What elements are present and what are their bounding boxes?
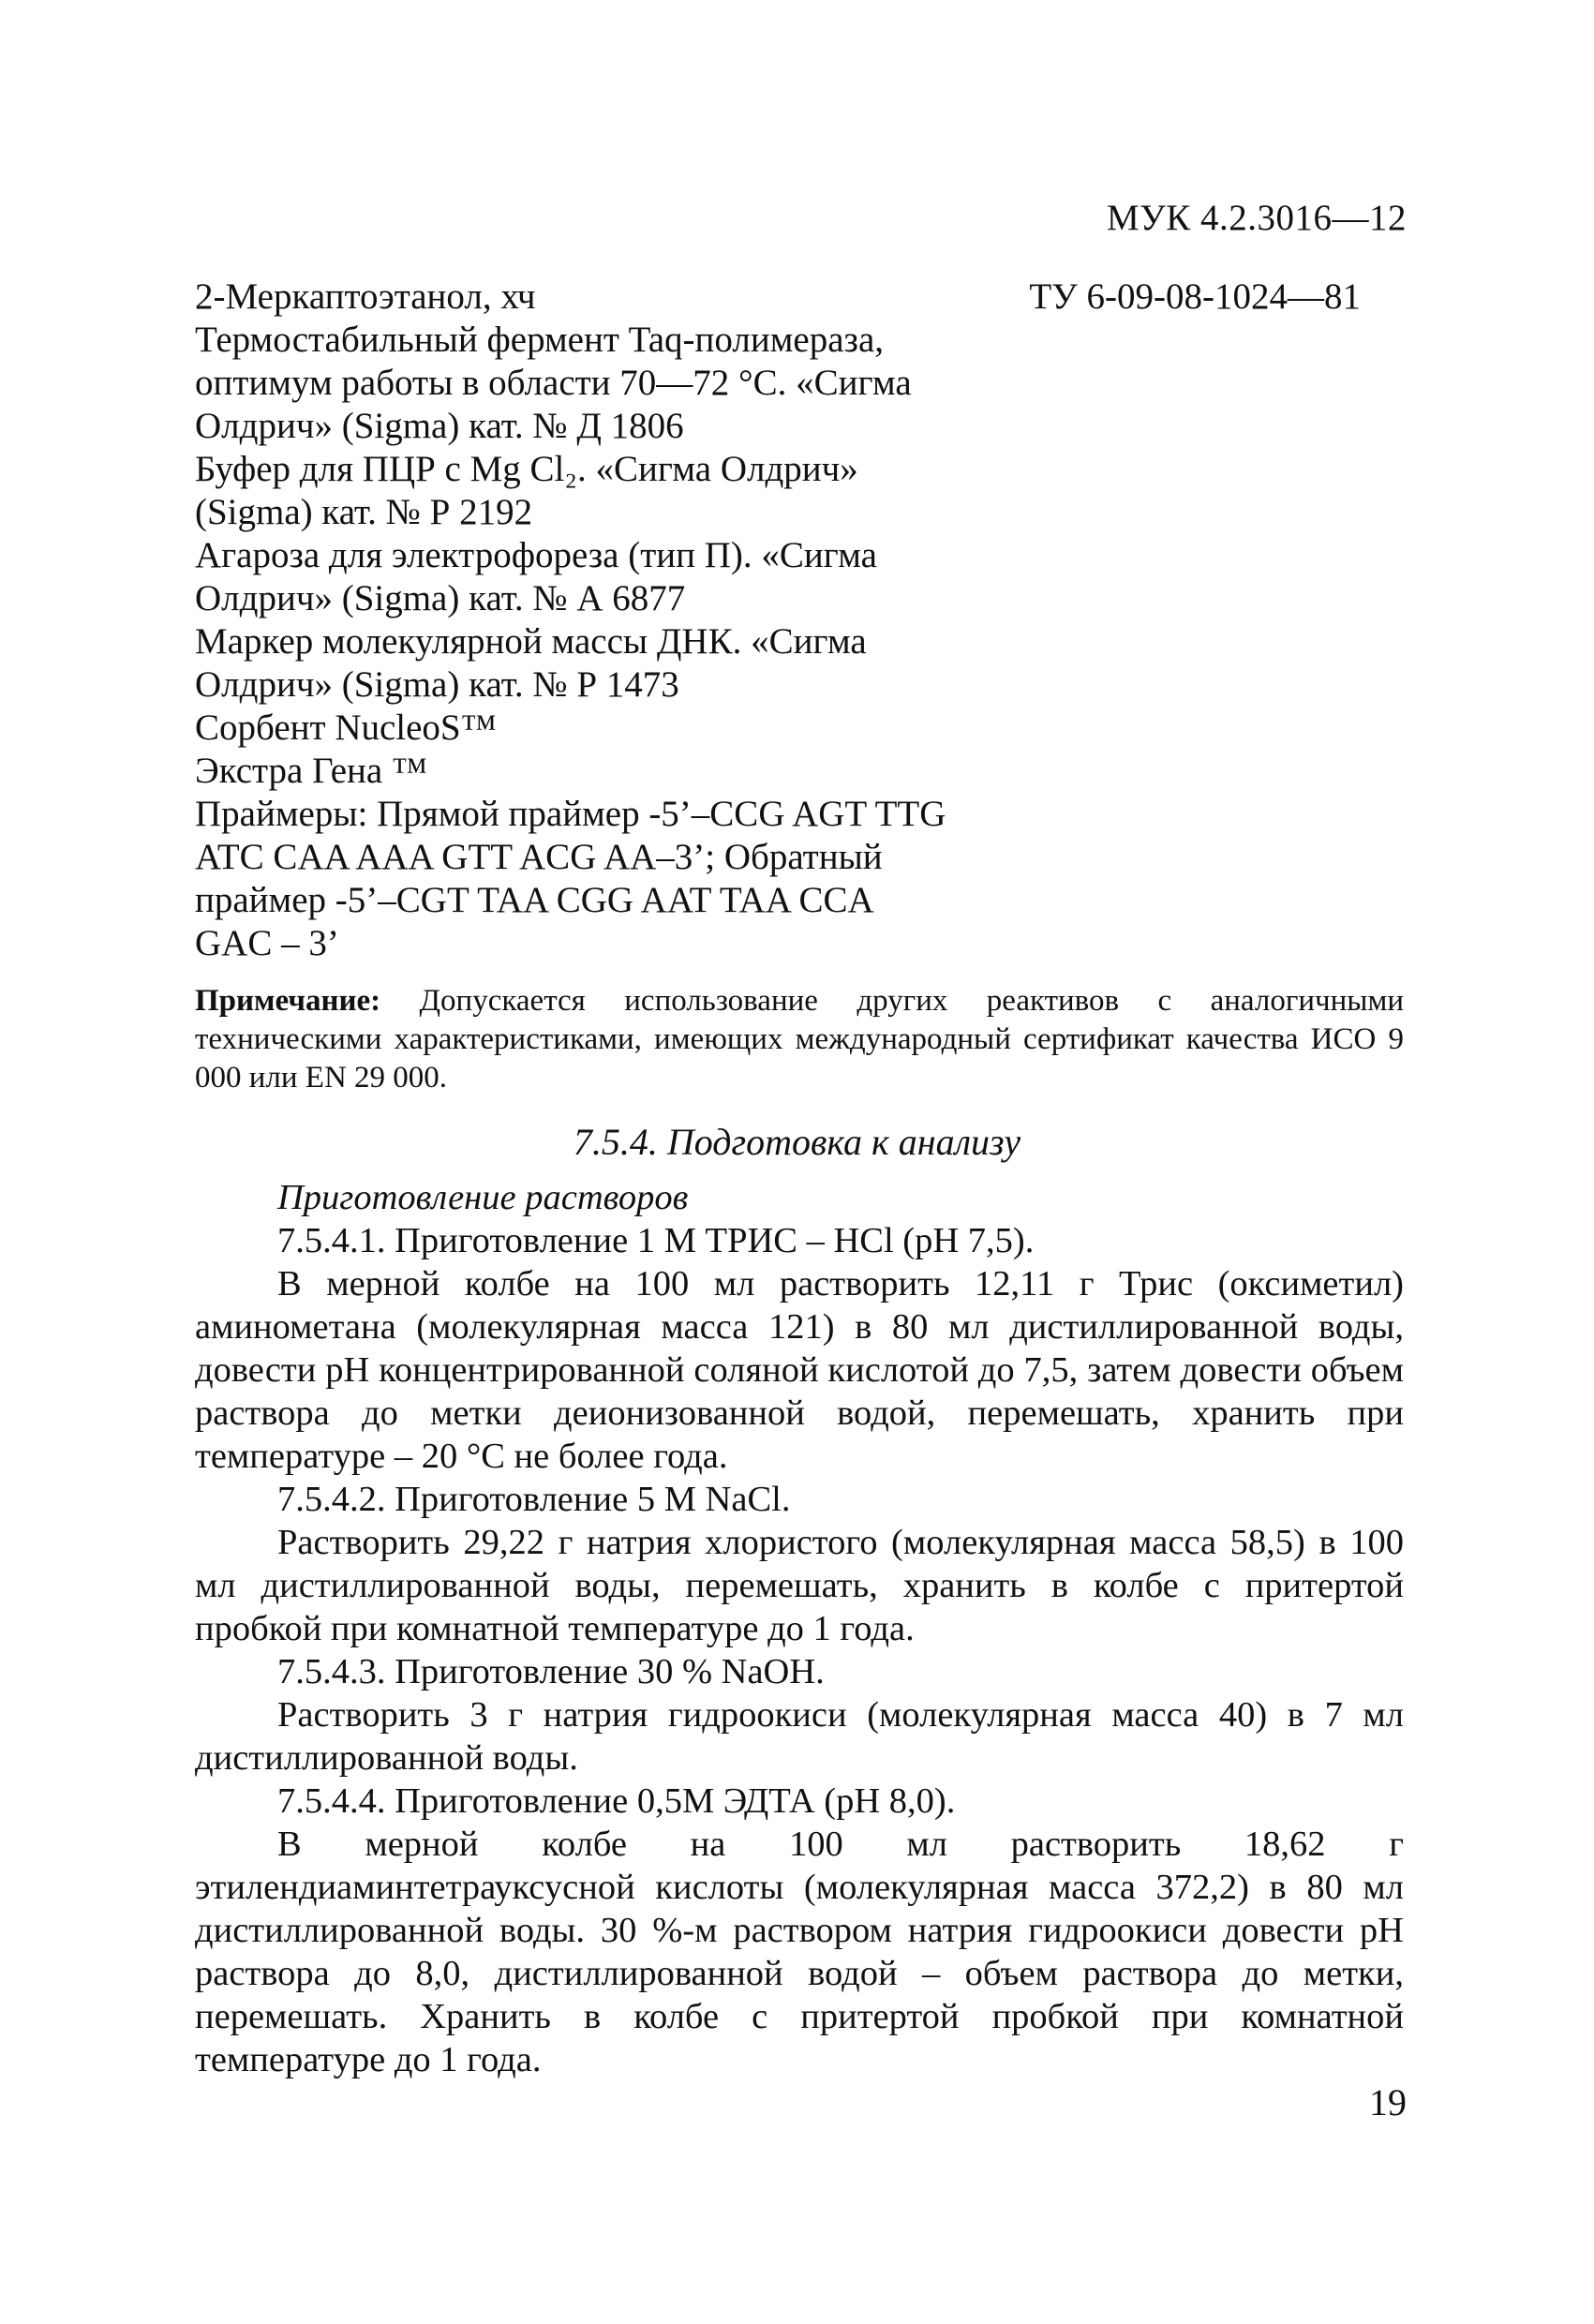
step-title: 7.5.4.1. Приготовление 1 М ТРИС – HCl (pH 7,5). xyxy=(277,1221,1035,1260)
reagent-item xyxy=(195,793,1404,965)
reagent-list xyxy=(195,276,1404,965)
reagent-item xyxy=(195,750,1404,793)
reagent-item xyxy=(195,620,1404,707)
reagent-name: 2-Меркаптоэтанол, хч xyxy=(195,276,536,317)
note xyxy=(195,982,1404,1097)
section-heading: 7.5.4. Подготовка к анализу xyxy=(573,1121,1021,1163)
note-text: Допускается использование других реактивов с аналогичными техническими характеристиками, имеющих международный сертификат качества ИСО 9 000 или EN 29 000. xyxy=(195,984,1404,1095)
reagent-name: Экстра Гена ™ xyxy=(195,751,428,791)
note-label: Примечание: xyxy=(195,984,381,1018)
page-number: 19 xyxy=(1369,2081,1407,2123)
step-text: Растворить 29,22 г натрия хлористого (молекулярная масса 58,5) в 100 мл дистиллированной воды, перемешать, хранить в колбе с притертой пробкой при комнатной температуре до 1 года. xyxy=(195,1523,1404,1648)
step-title: 7.5.4.4. Приготовление 0,5М ЭДТА (pH 8,0). xyxy=(277,1781,956,1821)
reagent-item xyxy=(195,707,1404,750)
step-text: В мерной колбе на 100 мл растворить 12,11 г Трис (оксиметил) аминометана (молекулярная масса 121) в 80 мл дистиллированной воды, довести pH концентрированной соляной кислотой до 7,5, затем довести объем раствора до метки деионизованной водой, перемешать, хранить при температуре – 20 °С не более года. xyxy=(195,1264,1404,1476)
reagent-spec: ТУ 6-09-08-1024—81 xyxy=(1029,276,1361,317)
step-text: В мерной колбе на 100 мл растворить 18,62 г этилендиаминтетрауксусной кислоты (молекулярная масса 372,2) в 80 мл дистиллированной воды. 30 %-м раствором натрия гидроокиси довести pH раствора до 8,0, дистиллированной водой – объем раствора до метки, перемешать. Хранить в колбе с притертой пробкой при комнатной температуре до 1 года. xyxy=(195,1825,1404,2079)
section-body xyxy=(195,1176,1404,2081)
reagent-item xyxy=(195,319,1404,448)
reagent-name: Праймеры: Прямой праймер -5’–CCG AGT TTG ATC CAA AAA GTT ACG AA–3’; Обратный праймер -5’–CGT TAA CGG AAT TAA CCA GAC – 3’ xyxy=(195,794,946,963)
reagent-name: Маркер молекулярной массы ДНК. «Сигма Олдрич» (Sigma) кат. № Р 1473 xyxy=(195,621,867,705)
reagent-item xyxy=(195,448,1404,534)
reagent-name: Буфер для ПЦР с Mg Cl₂. «Сигма Олдрич» (Sigma) кат. № Р 2192 xyxy=(195,449,858,532)
document-code: МУК 4.2.3016—12 xyxy=(1106,198,1407,238)
step-title: 7.5.4.2. Приготовление 5 М NaCl. xyxy=(277,1480,791,1519)
reagent-name: Сорбент NucleoS™ xyxy=(195,708,497,748)
reagent-name: Агароза для электрофореза (тип П). «Сигма Олдрич» (Sigma) кат. № А 6877 xyxy=(195,535,877,618)
subsection-title: Приготовление растворов xyxy=(277,1178,689,1217)
reagent-item xyxy=(195,276,1404,319)
reagent-name: Термостабильный фермент Taq-полимераза, оптимум работы в области 70—72 °С. «Сигма Олдрич» (Sigma) кат. № Д 1806 xyxy=(195,320,912,446)
step-text: Растворить 3 г натрия гидроокиси (молекулярная масса 40) в 7 мл дистиллированной воды. xyxy=(195,1695,1404,1778)
step-title: 7.5.4.3. Приготовление 30 % NaOH. xyxy=(277,1652,825,1691)
reagent-item xyxy=(195,534,1404,620)
